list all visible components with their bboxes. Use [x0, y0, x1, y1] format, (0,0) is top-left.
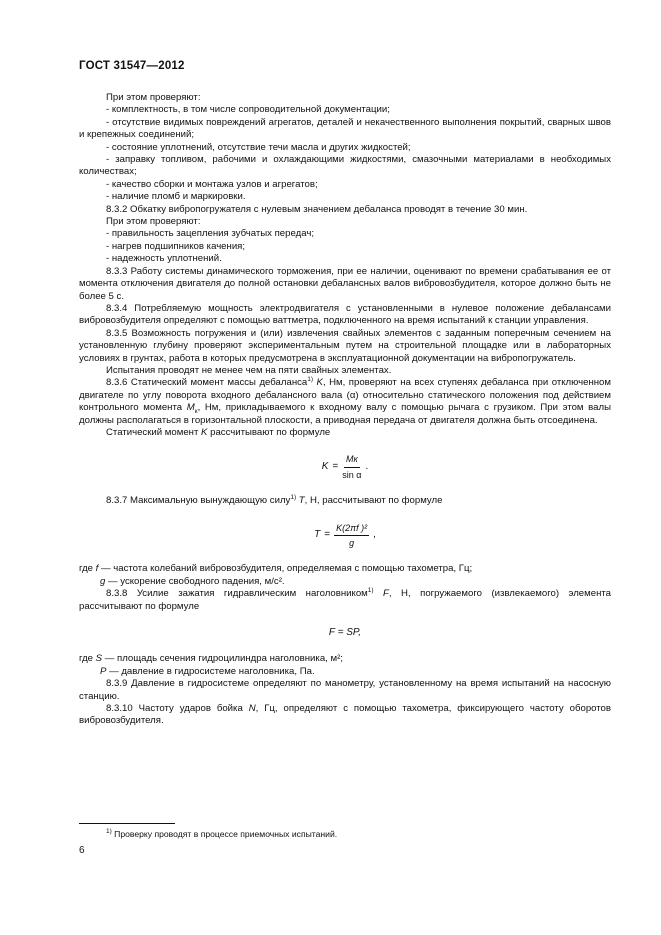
footnote-divider: [79, 823, 175, 824]
clause-8-3-2: 8.3.2 Обкатку вибропогружателя с нулевым значением дебаланса проводят в течение 30 мин.: [106, 203, 528, 215]
paragraph: Испытания проводят не менее чем на пяти свайных элементах.: [106, 364, 392, 376]
document-body: [79, 92, 611, 728]
clause-8-3-6: 8.3.6 Статический момент массы дебаланса$^{1)}$ K, Нм, проверяют на всех ступенях дебаланса при отключенном двигателе по углу поворота входного дебалансного вала (α) относительно статического положения под действием контрольного момента $M_к$, Нм, прикладываемого к входному валу с помощью рычага с грузиком. При этом валы должны располагаться в горизонтальной плоскости, а приводная передача от двигателя должна быть отсоединена.: [79, 376, 611, 426]
definition-p: P — давление в гидросистеме наголовника, Па.: [100, 665, 315, 677]
clause-8-3-5: 8.3.5 Возможность погружения и (или) извлечения свайных элементов с заданным поперечным сечением на установленную глубину проверяют экспериментальным путем на строительной площадке или в лабораторных условиях в грунтах, работа в которых предусмотрена в эксплуатационной документации на вибропогружатель.: [79, 327, 611, 364]
list-item: - отсутствие видимых повреждений агрегатов, деталей и некачественного выполнения покрытий, сварных швов и крепежных соединений;: [79, 116, 611, 141]
formula-f: F = SP,: [328, 627, 362, 639]
footnote-ref: 1): [290, 494, 297, 501]
list-item: - состояние уплотнений, отсутствие течи масла и других жидкостей;: [106, 141, 411, 153]
footnote-ref: 1): [307, 376, 314, 384]
clause-8-3-8: 8.3.8 Усилие зажатия гидравлическим наголовником$^{1)}$ F, Н, погружаемого (извлекаемого) элемента рассчитывают по формуле: [79, 587, 611, 612]
paragraph: При этом проверяют:: [106, 216, 201, 228]
formula-k: K = $\frac{Mк}{\text{sin α}}$ .: [321, 454, 369, 480]
formula-t: T = $\frac{\text{K(2πf )²}}{g}$ ,: [314, 522, 376, 548]
list-item: - правильность зацепления зубчатых передач;: [106, 228, 314, 240]
clause-8-3-4: 8.3.4 Потребляемую мощность электродвигателя с установленными в нулевое положение дебалансами вибровозбудителя определяют с помощью ваттметра, подключенного на время испытаний к станции управления.: [79, 302, 611, 327]
page-number: 6: [79, 845, 85, 856]
footnote: $^{1)}$ Проверку проводят в процессе приемочных испытаний.: [106, 828, 338, 839]
paragraph: При этом проверяют:: [106, 92, 201, 103]
definition-g: g — ускорение свободного падения, м/с².: [100, 575, 285, 587]
fraction: $\frac{Mк}{\text{sin α}}$: [342, 454, 362, 480]
list-item: - нагрев подшипников качения;: [106, 240, 246, 252]
clause-8-3-9: 8.3.9 Давление в гидросистеме определяют по манометру, установленному на время испытаний на насосную станцию.: [79, 678, 611, 702]
document-header: ГОСТ 31547—2012: [79, 60, 185, 72]
definition-s: где S — площадь сечения гидроцилиндра наголовника, м²;: [79, 653, 343, 665]
fraction: $\frac{\text{K(2πf )²}}{g}$: [336, 522, 368, 548]
list-item: - заправку топливом, рабочими и охлаждающими жидкостями, смазочными материалами в необходимых количествах;: [79, 154, 611, 178]
paragraph: Статический момент K рассчитывают по формуле: [106, 426, 331, 438]
clause-8-3-10: 8.3.10 Частоту ударов бойка N, Гц, определяют с помощью тахометра, фиксирующего частоту оборотов вибровозбудителя.: [79, 703, 611, 727]
definition-f: где f — частота колебаний вибровозбудителя, определяемая с помощью тахометра, Гц;: [79, 563, 473, 575]
list-item: - качество сборки и монтажа узлов и агрегатов;: [106, 178, 318, 190]
footnote-ref: 1): [367, 587, 374, 595]
clause-8-3-3: 8.3.3 Работу системы динамического торможения, при ее наличии, оценивают по времени срабатывания ее от момента отключения двигателя до полной остановки дебалансных валов вибровозбудителя, которое должно быть не более 5 с.: [79, 265, 611, 302]
list-item: - комплектность, в том числе сопроводительной документации;: [106, 104, 390, 116]
clause-8-3-7: 8.3.7 Максимальную вынуждающую силу$^{1)}$ T, Н, рассчитывают по формуле: [106, 494, 443, 507]
list-item: - надежность уплотнений.: [106, 253, 222, 265]
list-item: - наличие пломб и маркировки.: [106, 191, 246, 203]
